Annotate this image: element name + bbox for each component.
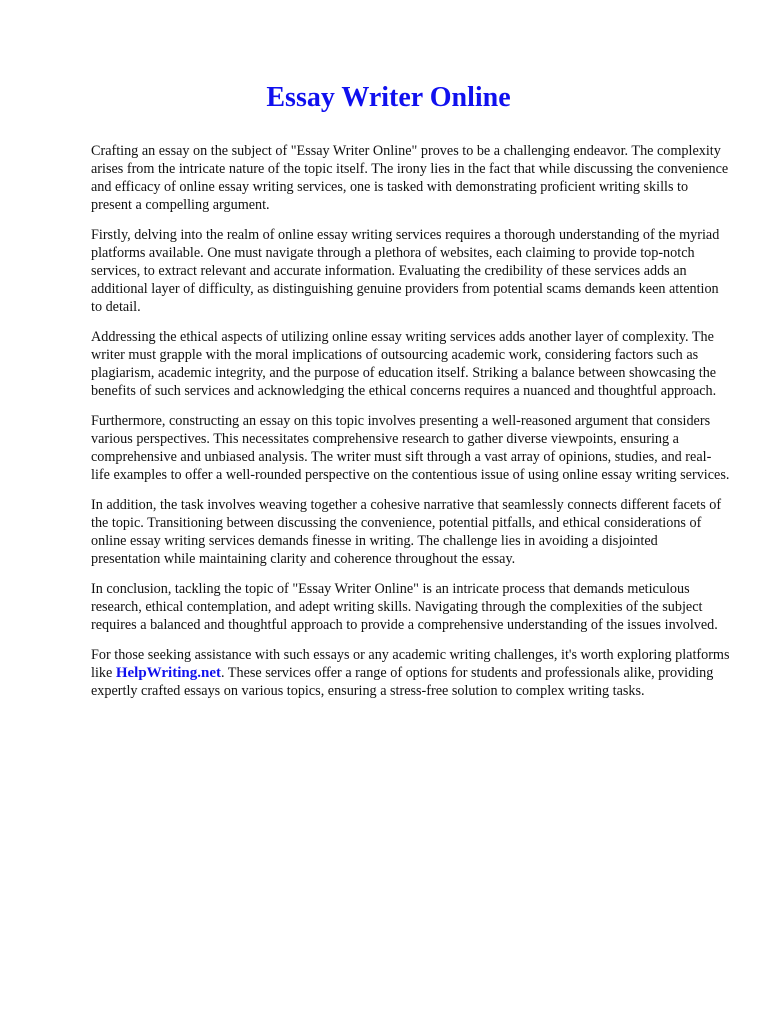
paragraph-firstly: Firstly, delving into the realm of online essay writing services requires a thorough understanding of the myriad platforms available. One must navigate through a plethora of websites, each claiming to provide top-notch services, to extract relevant and accurate information. Evaluating the credibility of these services adds an additional layer of difficulty, as distinguishing genuine providers from potential scams demands keen attention to detail. xyxy=(91,227,720,315)
helpwriting-link[interactable]: HelpWriting.net xyxy=(115,665,221,681)
closing-text-after-link: . These services offer a range of options for students and professionals alike, providing expertly crafted essays on various topics, ensuring a stress-free solution to complex writing tasks. xyxy=(91,665,714,699)
page-title: Essay Writer Online xyxy=(266,82,511,113)
paragraph-intro: Crafting an essay on the subject of "Essay Writer Online" proves to be a challenging endeavor. The complexity arises from the intricate nature of the topic itself. The irony lies in the fact that while discussing the convenience and efficacy of online essay writing services, one is tasked with demonstrating proficient writing skills to present a compelling argument. xyxy=(91,143,729,213)
paragraph-conclusion: In conclusion, tackling the topic of "Essay Writer Online" is an intricate process that demands meticulous research, ethical contemplation, and adept writing skills. Navigating through the complexities of the subject requires a balanced and thoughtful approach to provide a comprehensive understanding of the issues involved. xyxy=(91,581,718,633)
closing-text-before-link: For those seeking assistance with such essays or any academic writing challenges, it's worth exploring platforms like xyxy=(91,647,730,681)
paragraph-in-addition: In addition, the task involves weaving together a cohesive narrative that seamlessly connects different facets of the topic. Transitioning between discussing the convenience, potential pitfalls, and ethical considerations of online essay writing services demands finesse in writing. The challenge lies in avoiding a disjointed presentation while maintaining clarity and coherence throughout the essay. xyxy=(91,497,722,567)
paragraph-furthermore: Furthermore, constructing an essay on this topic involves presenting a well-reasoned argument that considers various perspectives. This necessitates comprehensive research to gather diverse viewpoints, ensuring a comprehensive and unbiased analysis. The writer must sift through a vast array of opinions, studies, and real-life examples to offer a well-rounded perspective on the contentious issue of using online essay writing services. xyxy=(91,413,730,483)
paragraph-ethics: Addressing the ethical aspects of utilizing online essay writing services adds another layer of complexity. The writer must grapple with the moral implications of outsourcing academic work, considering factors such as plagiarism, academic integrity, and the purpose of education itself. Striking a balance between showcasing the benefits of such services and acknowledging the ethical concerns requires a nuanced and thoughtful approach. xyxy=(91,329,717,399)
paragraph-closing xyxy=(91,646,730,700)
